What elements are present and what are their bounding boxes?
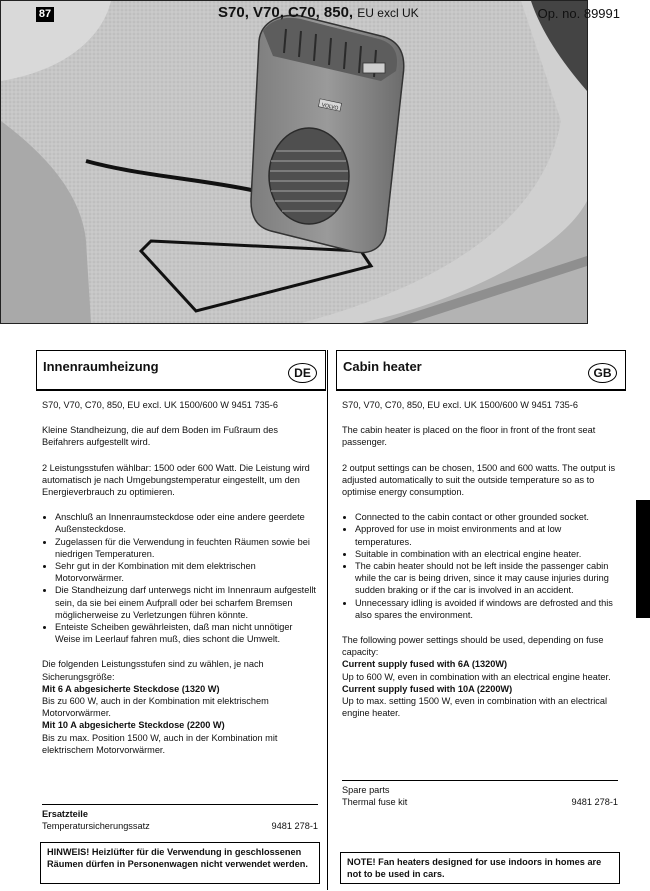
fuse-intro-gb: The following power settings should be used, depending on fuse capacity: [342,635,604,658]
power-settings-de: 2 Leistungsstufen wählbar: 1500 oder 600 Watt. Die Leistung wird automatisch je nach Umgebungstemperatur eingestellt, um den Energieverbrauch zu optimieren. [42,462,310,498]
fuse-10a-text-de: Bis zu max. Position 1500 W, auch in der Kombination mit elektrischem Motorvorwärmer. [42,732,278,755]
title-suffix: EU excl UK [357,6,419,20]
heading-gb: Cabin heater [343,359,422,374]
body-de [36,391,326,756]
list-item: • Connected to the cabin contact or other grounded socket. [355,511,620,523]
list-item: • Zugelassen für die Verwendung in feuchten Räumen sowie bei niedrigen Temperaturen. [55,536,320,560]
list-item: • Sehr gut in der Kombination mit dem elektrischen Motorvorwärmer. [55,560,320,584]
model-line-de: S70, V70, C70, 850, EU excl. UK 1500/600 W 9451 735-6 [42,400,278,410]
spare-parts-gb [342,780,618,808]
note-box-de: HINWEIS! Heizlüfter für die Verwendung in geschlossenen Räumen dürfen in Personenwagen nicht verwendet werden. [40,842,320,884]
column-english [336,350,626,880]
list-item: • Anschluß an Innenraumsteckdose oder eine andere geerdete Außensteckdose. [55,511,320,535]
lang-badge-gb: GB [588,363,617,383]
fuse-6a-head-de: Mit 6 A abgesicherte Steckdose (1320 W) [42,683,220,694]
heading-de: Innenraumheizung [43,359,159,374]
page-number: 87 [36,7,54,22]
heater-illustration [1,1,587,323]
spare-parts-heading-de: Ersatzteile [42,809,88,819]
list-item: • Die Standheizung darf unterwegs nicht im Innenraum aufgestellt sein, da sie bei einem Aufprall oder bei scharfem Bremsen möglicherweise zu Verletzungen führen könnte. [55,584,320,621]
model-line-gb: S70, V70, C70, 850, EU excl. UK 1500/600 W 9451 735-6 [342,400,578,410]
side-thumb-tab [636,500,650,618]
fan-grille [269,128,349,224]
section-header-gb [336,350,626,391]
fuse-6a-head-gb: Current supply fused with 6A (1320W) [342,659,508,670]
body-gb [336,391,626,719]
fuse-10a-head-de: Mit 10 A abgesicherte Steckdose (2200 W) [42,720,225,731]
fuse-intro-de: Die folgenden Leistungsstufen sind zu wählen, je nach Sicherungsgröße: [42,659,264,682]
list-item: • Enteiste Scheiben gewährleisten, daß man nicht unnötiger Weise im Leerlauf fahren muß, dies schont die Umwelt. [55,621,320,645]
feature-list-gb [342,511,620,621]
spare-part-name-de: Temperatursicherungssatz [42,821,150,832]
product-photo [0,0,588,324]
fuse-6a-text-de: Bis zu 600 W, auch in der Kombination mit elektrischem Motorvorwärmer. [42,696,269,719]
title-models: S70, V70, C70, 850, [218,4,354,21]
fuse-10a-head-gb: Current supply fused with 10A (2200W) [342,683,513,694]
column-divider [327,350,328,890]
fuse-6a-text-gb: Up to 600 W, even in combination with an electrical engine heater. [342,671,611,682]
intro-gb: The cabin heater is placed on the floor in front of the front seat passenger. [342,425,596,448]
column-german [36,350,326,870]
list-item: • Suitable in combination with an electrical engine heater. [355,548,620,560]
operation-number: Op. no. 89991 [537,6,620,21]
power-settings-gb: 2 output settings can be chosen, 1500 and 600 watts. The output is adjusted automatically to suit the outside temperature so as to optimise energy consumption. [342,462,616,498]
page-title [218,4,419,21]
spare-part-number-gb: 9481 278-1 [571,797,618,808]
list-item: • The cabin heater should not be left inside the passenger cabin while the car is being driven, since it may cause injuries during sudden braking or if the car is involved in an accident. [355,560,620,597]
spare-parts-heading-gb: Spare parts [342,785,390,795]
intro-de: Kleine Standheizung, die auf dem Boden im Fußraum des Beifahrers aufgestellt wird. [42,425,278,448]
spare-part-number-de: 9481 278-1 [271,821,318,832]
heater-brand-label: VOLVO [321,102,339,112]
lang-badge-de: DE [288,363,317,383]
list-item: • Unnecessary idling is avoided if windows are defrosted and this also spares the environment. [355,597,620,621]
spare-part-name-gb: Thermal fuse kit [342,797,408,808]
section-header-de [36,350,326,391]
spare-parts-de [42,804,318,832]
feature-list-de [42,511,320,645]
note-box-gb: NOTE! Fan heaters designed for use indoors in homes are not to be used in cars. [340,852,620,884]
list-item: • Approved for use in moist environments and at low temperatures. [355,523,620,547]
fuse-10a-text-gb: Up to max. setting 1500 W, even in combination with an electrical engine heater. [342,696,608,719]
